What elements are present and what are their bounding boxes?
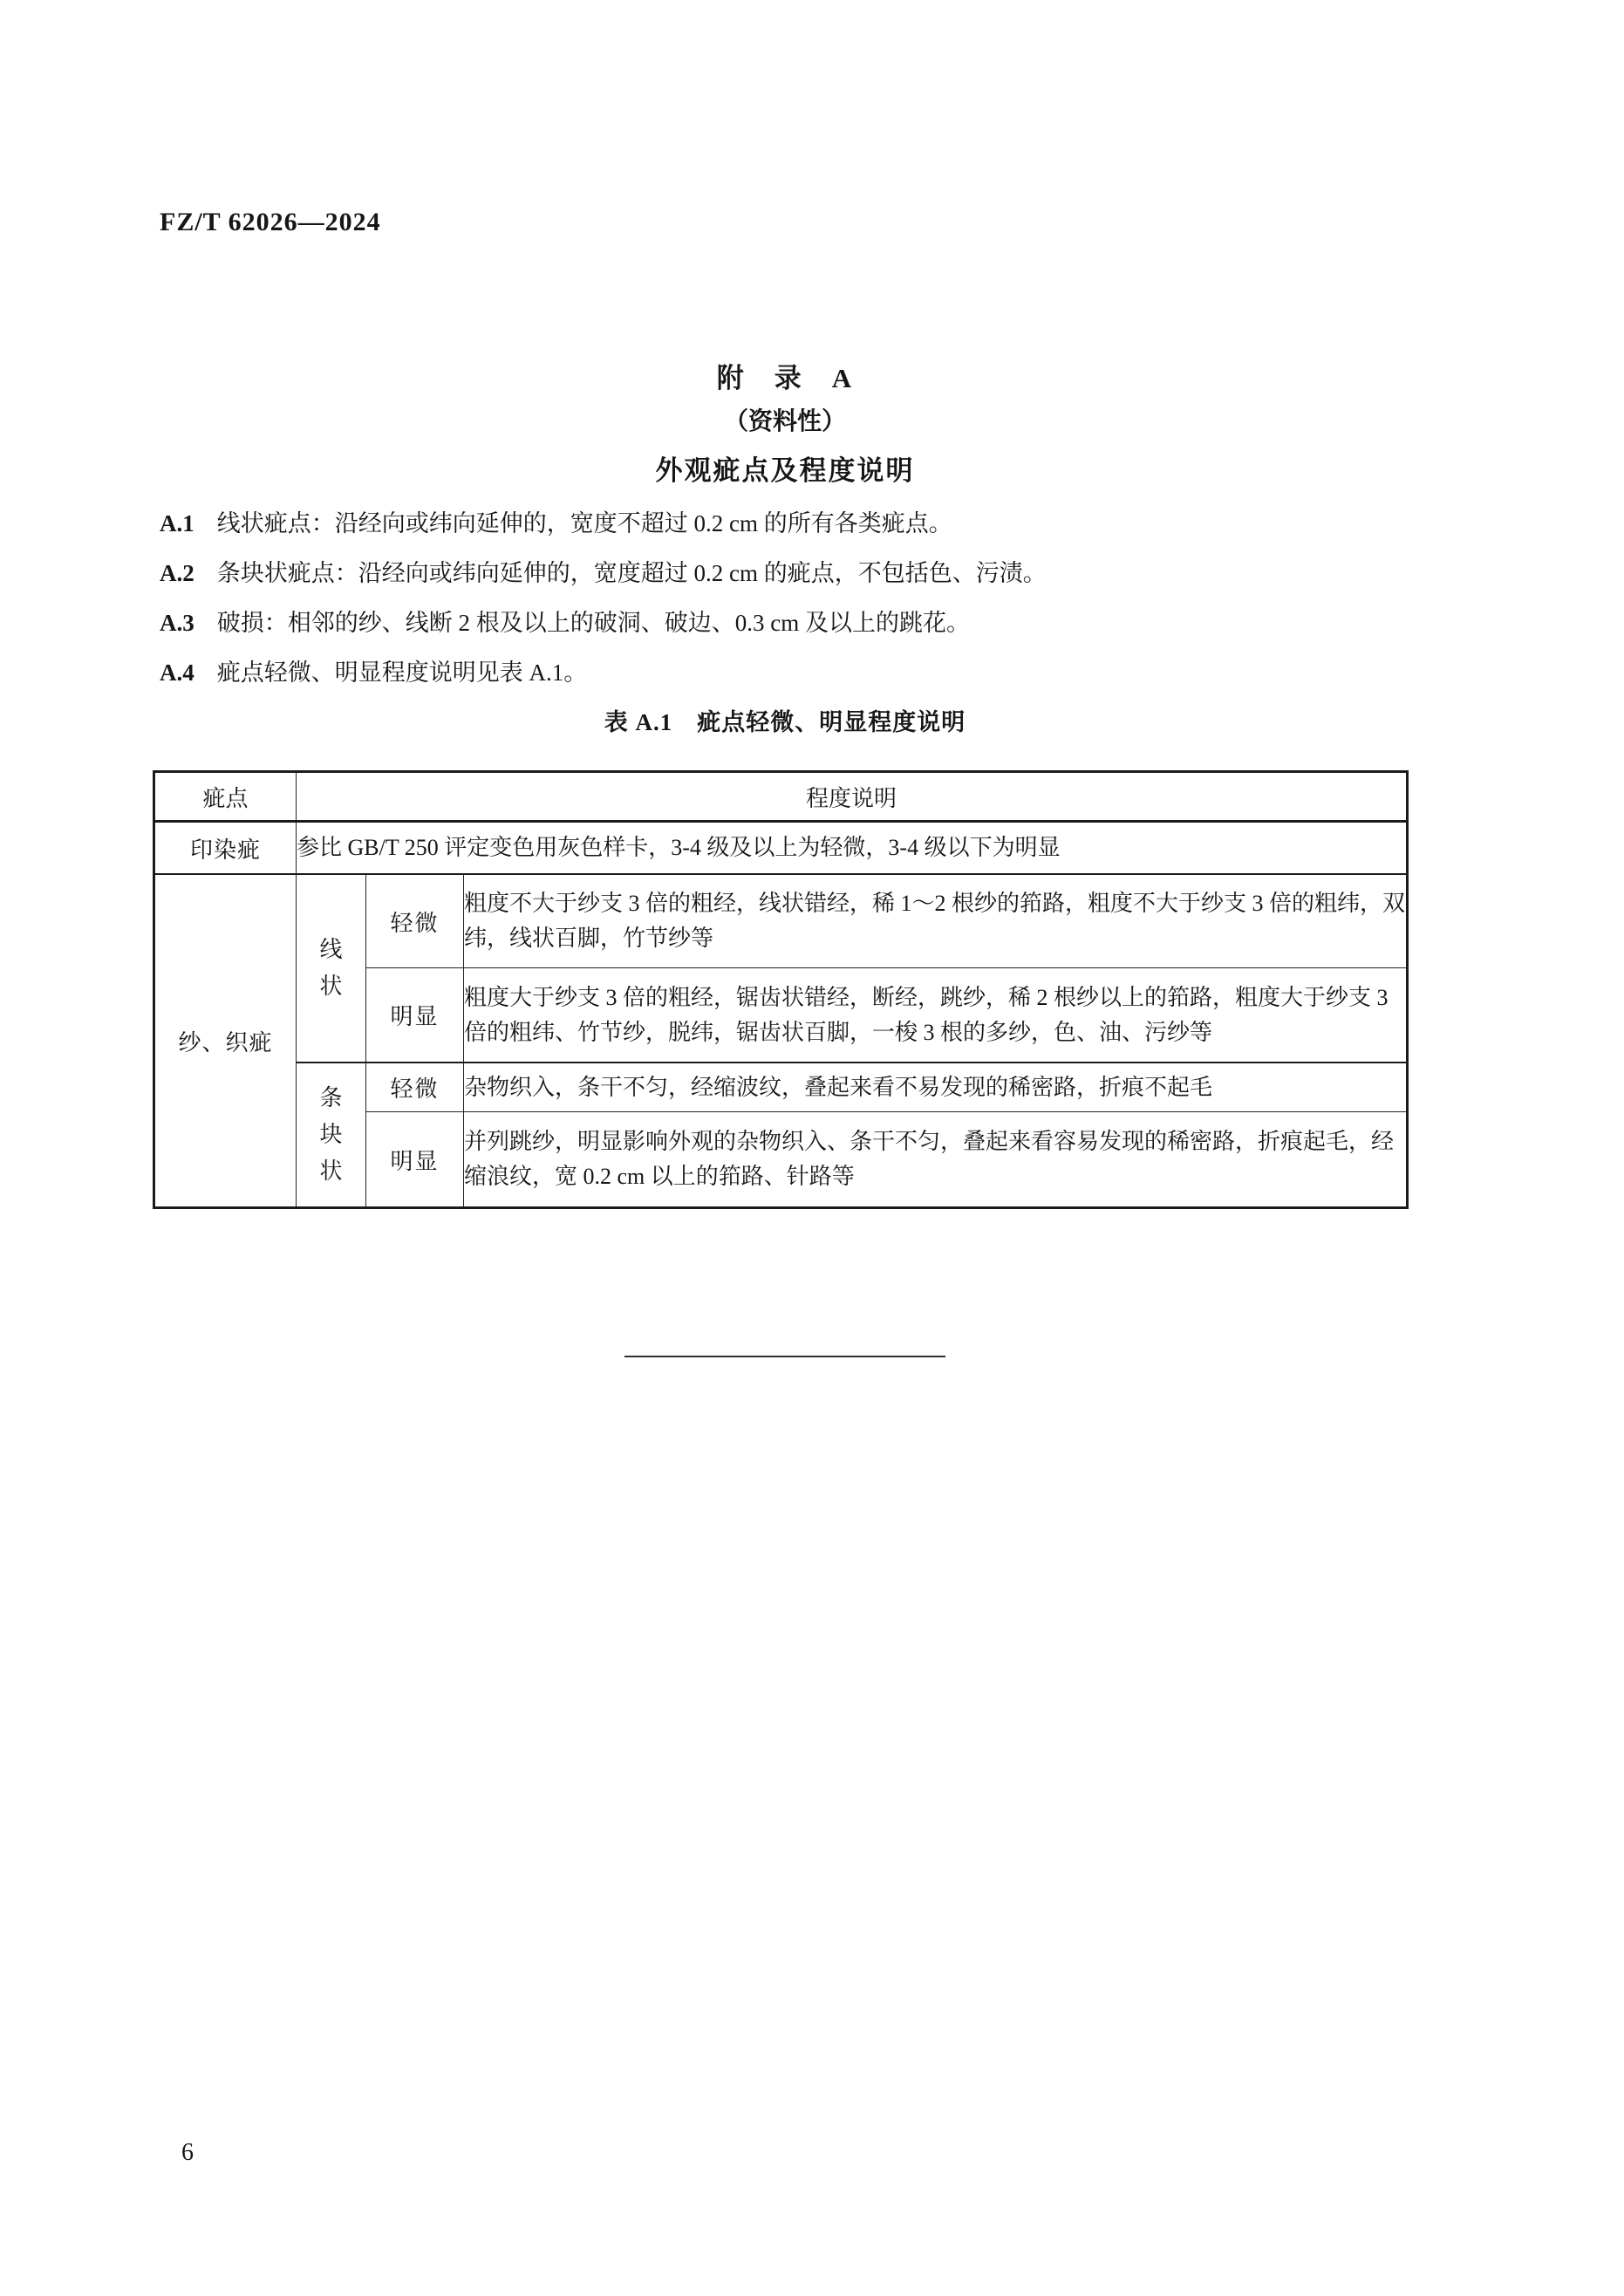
- clause-a4: [160, 659, 1433, 687]
- appendix-title: 附 录 A: [716, 363, 854, 393]
- strip-slight-degree-label: 轻微: [366, 1063, 464, 1112]
- strip-obvious-description: 并列跳纱，明显影响外观的杂物织入、条干不匀，叠起来看容易发现的稀密路，折痕起毛，经缩浪纹，宽 0.2 cm 以上的筘路、针路等: [464, 1112, 1408, 1208]
- linear-slight-description: 粗度不大于纱支 3 倍的粗经，线状错经，稀 1～2 根纱的筘路，粗度不大于纱支 3 倍的粗纬，双纬，线状百脚，竹节纱等: [464, 874, 1408, 968]
- linear-type-cell: [297, 874, 366, 1063]
- appendix-title-block: [157, 359, 1413, 495]
- clause-a4-number: A.4: [160, 659, 194, 686]
- dyeing-defect-description: 参比 GB/T 250 评定变色用灰色样卡，3-4 级及以上为轻微，3-4 级以下为明显: [297, 822, 1408, 875]
- clause-list: [160, 510, 1433, 709]
- clause-a3: [160, 610, 1433, 637]
- strip-obvious-degree-label: 明显: [366, 1112, 464, 1208]
- clause-a2-text: 条块状疵点：沿经向或纬向延伸的，宽度超过 0.2 cm 的疵点，不包括色、污渍。: [216, 560, 1047, 586]
- appendix-subtitle: （资料性）: [723, 408, 846, 435]
- linear-slight-degree-label: 轻微: [366, 874, 464, 968]
- strip-type-label: 条块状: [319, 1085, 343, 1184]
- header-cell-defect: 疵点: [154, 772, 297, 822]
- header-cell-degree-description: 程度说明: [297, 772, 1408, 822]
- clause-a3-text: 破损：相邻的纱、线断 2 根及以上的破洞、破边、0.3 cm 及以上的跳花。: [216, 610, 970, 636]
- clause-a3-number: A.3: [160, 610, 194, 636]
- defect-degree-table: [153, 770, 1409, 1209]
- table-row-dyeing-defect: [154, 822, 1408, 875]
- clause-a2: [160, 560, 1433, 587]
- clause-a1-text: 线状疵点：沿经向或纬向延伸的，宽度不超过 0.2 cm 的所有各类疵点。: [216, 510, 952, 536]
- strip-slight-description: 杂物织入，条干不匀，经缩波纹，叠起来看不易发现的稀密路，折痕不起毛: [464, 1063, 1408, 1112]
- table-caption: 表 A.1 疵点轻微、明显程度说明: [604, 709, 966, 735]
- clause-a2-number: A.2: [160, 560, 194, 586]
- yarn-weave-defect-label: 纱、织疵: [154, 874, 297, 1208]
- linear-obvious-degree-label: 明显: [366, 968, 464, 1063]
- end-of-document-rule: [624, 1356, 945, 1357]
- standard-code: FZ/T 62026—2024: [160, 208, 381, 236]
- table-header-row: [154, 772, 1408, 822]
- page-number: 6: [181, 2139, 194, 2166]
- linear-obvious-description: 粗度大于纱支 3 倍的粗经，锯齿状错经，断经，跳纱，稀 2 根纱以上的筘路，粗度大于纱支 3 倍的粗纬、竹节纱，脱纬，锯齿状百脚，一梭 3 根的多纱，色、油、污纱等: [464, 968, 1408, 1063]
- dyeing-defect-label: 印染疵: [154, 822, 297, 875]
- appendix-heading: 外观疵点及程度说明: [655, 455, 915, 486]
- clause-a4-text: 疵点轻微、明显程度说明见表 A.1。: [216, 659, 588, 686]
- linear-type-label: 线状: [319, 937, 343, 999]
- table-row-strip-slight: [154, 1063, 1408, 1112]
- strip-type-cell: [297, 1063, 366, 1208]
- clause-a1-number: A.1: [160, 510, 194, 536]
- table-row-linear-slight: [154, 874, 1408, 968]
- clause-a1: [160, 510, 1433, 537]
